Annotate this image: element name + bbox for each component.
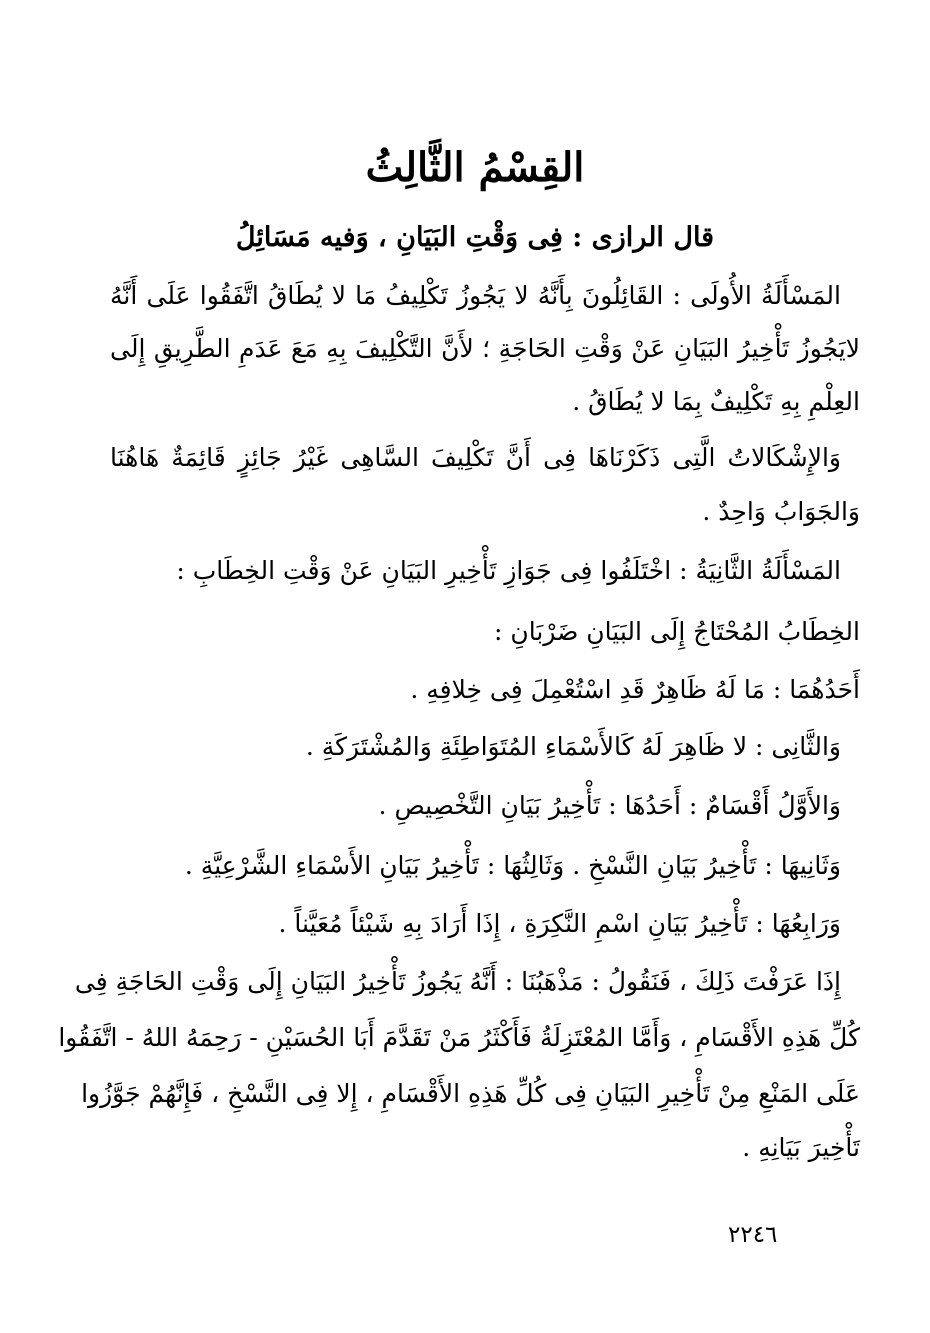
paragraph-line: وَرَابِعُهَا : تَأْخِيرُ بَيَانِ اسْمِ النَّكِرَةِ ، إِذَا أَرَادَ بِهِ شَيْئاً مُعَيَّناً .	[278, 909, 841, 938]
paragraph-line: كُلِّ هَذِهِ الأَقْسَامِ ، وَأَمَّا المُعْتَزِلَةُ فَأَكْثَرُ مَنْ تَقَدَّمَ أَبَا الحُسَيْنِ - رَحِمَهُ اللهُ - اتَّفَقُوا	[58, 1023, 860, 1052]
page-number: ٢٢٤٦	[728, 1222, 778, 1248]
chapter-title: القِسْمُ الثَّالِثُ	[365, 144, 585, 191]
paragraph-line: عَلَى المَنْعِ مِنْ تَأْخِيرِ البَيَانِ فِى كُلِّ هَذِهِ الأَقْسَامِ ، إِلا فِى النَّسْخِ ، فَإِنَّهُمْ جَوَّزُوا	[81, 1079, 860, 1108]
section-heading: قال الرازى : فِى وَقْتِ البَيَانِ ، وَفيه مَسَائِلُ	[235, 222, 715, 253]
paragraph-line: وَثَانِيهَا : تَأْخِيرُ بَيَانِ النَّسْخِ . وَثَالِثُهَا : تَأْخِيرُ بَيَانِ الأَسْمَاءِ الشَّرْعِيَّةِ .	[184, 851, 841, 880]
paragraph-line: أَحَدُهُمَا : مَا لَهُ ظَاهِرٌ قَدِ اسْتُعْمِلَ فِى خِلافِهِ .	[410, 675, 860, 704]
paragraph-line: وَالجَوَابُ وَاحِدٌ .	[702, 497, 860, 526]
paragraph-line: العِلْمِ بِهِ تَكْلِيفٌ بِمَا لا يُطَاقُ .	[572, 387, 860, 416]
paragraph-line: لايَجُوزُ تَأْخِيرُ البَيَانِ عَنْ وَقْتِ الحَاجَةِ ؛ لأَنَّ التَّكْلِيفَ بِهِ مَعَ عَدَمِ الطَّرِيقِ إِلَى	[110, 334, 860, 363]
paragraph-line: تَأْخِيرَ بَيَانِهِ .	[742, 1133, 860, 1162]
paragraph-line: الخِطَابُ المُحْتَاجُ إِلَى البَيَانِ ضَرْبَانِ :	[494, 617, 860, 646]
paragraph-line: وَالإِشْكَالاتُ الَّتِى ذَكَرْنَاهَا فِى أَنَّ تَكْلِيفَ السَّاهِى غَيْرُ جَائِزٍ قَائِمَةٌ هَاهُنَا	[110, 443, 841, 472]
paragraph-line: إِذَا عَرَفْتَ ذَلِكَ ، فَنَقُولُ : مَذْهَبُنَا : أَنَّهُ يَجُوزُ تَأْخِيرُ البَيَانِ إِلَى وَقْتِ الحَاجَةِ فِى	[74, 967, 841, 996]
paragraph-line: المَسْأَلَةُ الثَّانِيَةُ : اخْتَلَفُوا فِى جَوَازِ تَأْخِيرِ البَيَانِ عَنْ وَقْتِ الخِطَابِ :	[176, 556, 841, 585]
paragraph-line: المَسْأَلَةُ الأُولَى : القَائِلُونَ بِأَنَّهُ لا يَجُوزُ تَكْلِيفُ مَا لا يُطَاقُ اتَّفَقُوا عَلَى أَنَّهُ	[110, 281, 841, 310]
document-page	[58, 0, 860, 1333]
paragraph-line: وَالأَوَّلُ أَقْسَامٌ : أَحَدُهَا : تَأْخِيرُ بَيَانِ التَّخْصِيصِ .	[378, 791, 841, 820]
paragraph-line: وَالثَّانِى : لا ظَاهِرَ لَهُ كَالأَسْمَاءِ المُتَوَاطِئَةِ وَالمُشْتَرَكَةِ .	[305, 732, 841, 761]
